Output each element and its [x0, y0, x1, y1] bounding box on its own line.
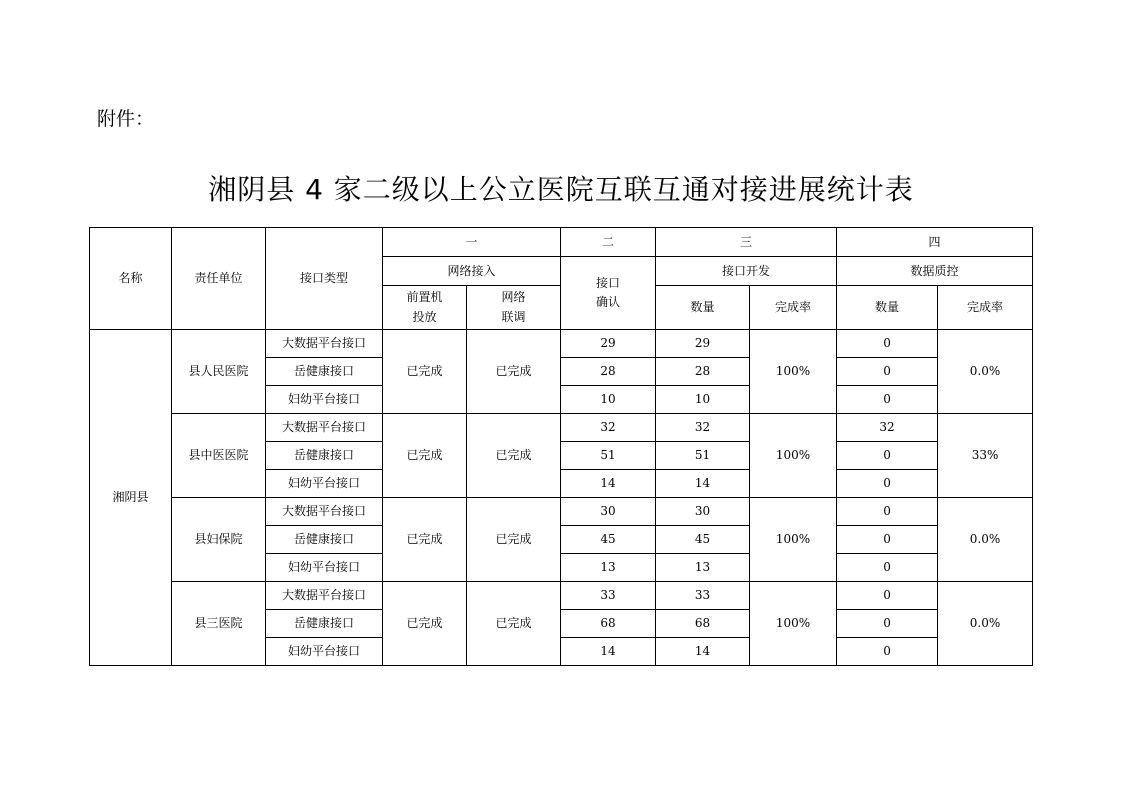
- confirm-count: 68: [561, 610, 656, 638]
- confirm-count: 30: [561, 498, 656, 526]
- header-confirm-top: 接口: [596, 275, 621, 290]
- header-dev-count: 数量: [656, 286, 750, 330]
- network-debug-status: 已完成: [467, 414, 561, 498]
- dev-count: 30: [656, 498, 750, 526]
- header-name: 名称: [90, 228, 172, 330]
- header-section-1: 一: [383, 228, 561, 257]
- header-interface-confirm: [561, 257, 656, 330]
- hospital-name: 县妇保院: [172, 498, 266, 582]
- dev-completion-rate: 100%: [750, 498, 837, 582]
- dev-count: 33: [656, 582, 750, 610]
- table-row: [90, 498, 1033, 526]
- qc-completion-rate: 0.0%: [938, 582, 1033, 666]
- header-network-access: 网络接入: [383, 257, 561, 286]
- county-name: 湘阴县: [90, 330, 172, 666]
- qc-count: 0: [837, 330, 938, 358]
- confirm-count: 28: [561, 358, 656, 386]
- qc-count: 0: [837, 638, 938, 666]
- header-confirm-bottom: 确认: [596, 295, 621, 309]
- confirm-count: 32: [561, 414, 656, 442]
- qc-count: 0: [837, 526, 938, 554]
- interface-type-cell: 妇幼平台接口: [266, 554, 383, 582]
- header-qc-rate: 完成率: [938, 286, 1033, 330]
- front-machine-status: 已完成: [383, 498, 467, 582]
- dev-count: 28: [656, 358, 750, 386]
- confirm-count: 10: [561, 386, 656, 414]
- table-body: [90, 330, 1033, 666]
- header-net-bottom: 联调: [501, 309, 526, 324]
- hospital-name: 县三医院: [172, 582, 266, 666]
- dev-count: 29: [656, 330, 750, 358]
- table-row: [90, 582, 1033, 610]
- network-debug-status: 已完成: [467, 330, 561, 414]
- table-header: [90, 228, 1033, 330]
- qc-completion-rate: 0.0%: [938, 498, 1033, 582]
- dev-count: 32: [656, 414, 750, 442]
- interface-type-cell: 大数据平台接口: [266, 498, 383, 526]
- header-front-machine: [383, 286, 467, 330]
- interface-type-cell: 妇幼平台接口: [266, 470, 383, 498]
- header-section-2: 二: [561, 228, 656, 257]
- interface-type-cell: 大数据平台接口: [266, 582, 383, 610]
- table-row: [90, 414, 1033, 442]
- dev-completion-rate: 100%: [750, 414, 837, 498]
- confirm-count: 33: [561, 582, 656, 610]
- progress-table: [89, 227, 1033, 666]
- dev-count: 14: [656, 470, 750, 498]
- header-section-4: 四: [837, 228, 1033, 257]
- dev-count: 51: [656, 442, 750, 470]
- confirm-count: 51: [561, 442, 656, 470]
- page-title: 湘阴县 4 家二级以上公立医院互联互通对接进展统计表: [208, 173, 914, 206]
- interface-type-cell: 岳健康接口: [266, 442, 383, 470]
- header-front-bottom: 投放: [412, 309, 437, 324]
- dev-count: 13: [656, 554, 750, 582]
- header-interface-type: 接口类型: [266, 228, 383, 330]
- qc-count: 0: [837, 358, 938, 386]
- header-section-3: 三: [656, 228, 837, 257]
- hospital-name: 县人民医院: [172, 330, 266, 414]
- confirm-count: 13: [561, 554, 656, 582]
- header-front-top: 前置机: [406, 290, 443, 305]
- confirm-count: 14: [561, 470, 656, 498]
- qc-count: 0: [837, 582, 938, 610]
- dev-completion-rate: 100%: [750, 330, 837, 414]
- header-interface-dev: 接口开发: [656, 257, 837, 286]
- front-machine-status: 已完成: [383, 582, 467, 666]
- qc-count: 0: [837, 610, 938, 638]
- attachment-label: 附件：: [97, 108, 155, 130]
- dev-count: 68: [656, 610, 750, 638]
- interface-type-cell: 岳健康接口: [266, 610, 383, 638]
- dev-completion-rate: 100%: [750, 582, 837, 666]
- qc-count: 0: [837, 386, 938, 414]
- confirm-count: 29: [561, 330, 656, 358]
- confirm-count: 45: [561, 526, 656, 554]
- header-dev-rate: 完成率: [750, 286, 837, 330]
- front-machine-status: 已完成: [383, 330, 467, 414]
- interface-type-cell: 岳健康接口: [266, 358, 383, 386]
- front-machine-status: 已完成: [383, 414, 467, 498]
- dev-count: 10: [656, 386, 750, 414]
- qc-count: 0: [837, 554, 938, 582]
- qc-count: 0: [837, 498, 938, 526]
- qc-count: 32: [837, 414, 938, 442]
- dev-count: 45: [656, 526, 750, 554]
- interface-type-cell: 大数据平台接口: [266, 414, 383, 442]
- dev-count: 14: [656, 638, 750, 666]
- interface-type-cell: 妇幼平台接口: [266, 638, 383, 666]
- header-unit: 责任单位: [172, 228, 266, 330]
- interface-type-cell: 妇幼平台接口: [266, 386, 383, 414]
- confirm-count: 14: [561, 638, 656, 666]
- network-debug-status: 已完成: [467, 582, 561, 666]
- qc-count: 0: [837, 470, 938, 498]
- header-data-quality: 数据质控: [837, 257, 1033, 286]
- header-net-top: 网络: [501, 290, 526, 305]
- qc-completion-rate: 0.0%: [938, 330, 1033, 414]
- qc-count: 0: [837, 442, 938, 470]
- qc-completion-rate: 33%: [938, 414, 1033, 498]
- hospital-name: 县中医医院: [172, 414, 266, 498]
- interface-type-cell: 岳健康接口: [266, 526, 383, 554]
- network-debug-status: 已完成: [467, 498, 561, 582]
- header-qc-count: 数量: [837, 286, 938, 330]
- header-network-debug: [467, 286, 561, 330]
- table-row: [90, 330, 1033, 358]
- interface-type-cell: 大数据平台接口: [266, 330, 383, 358]
